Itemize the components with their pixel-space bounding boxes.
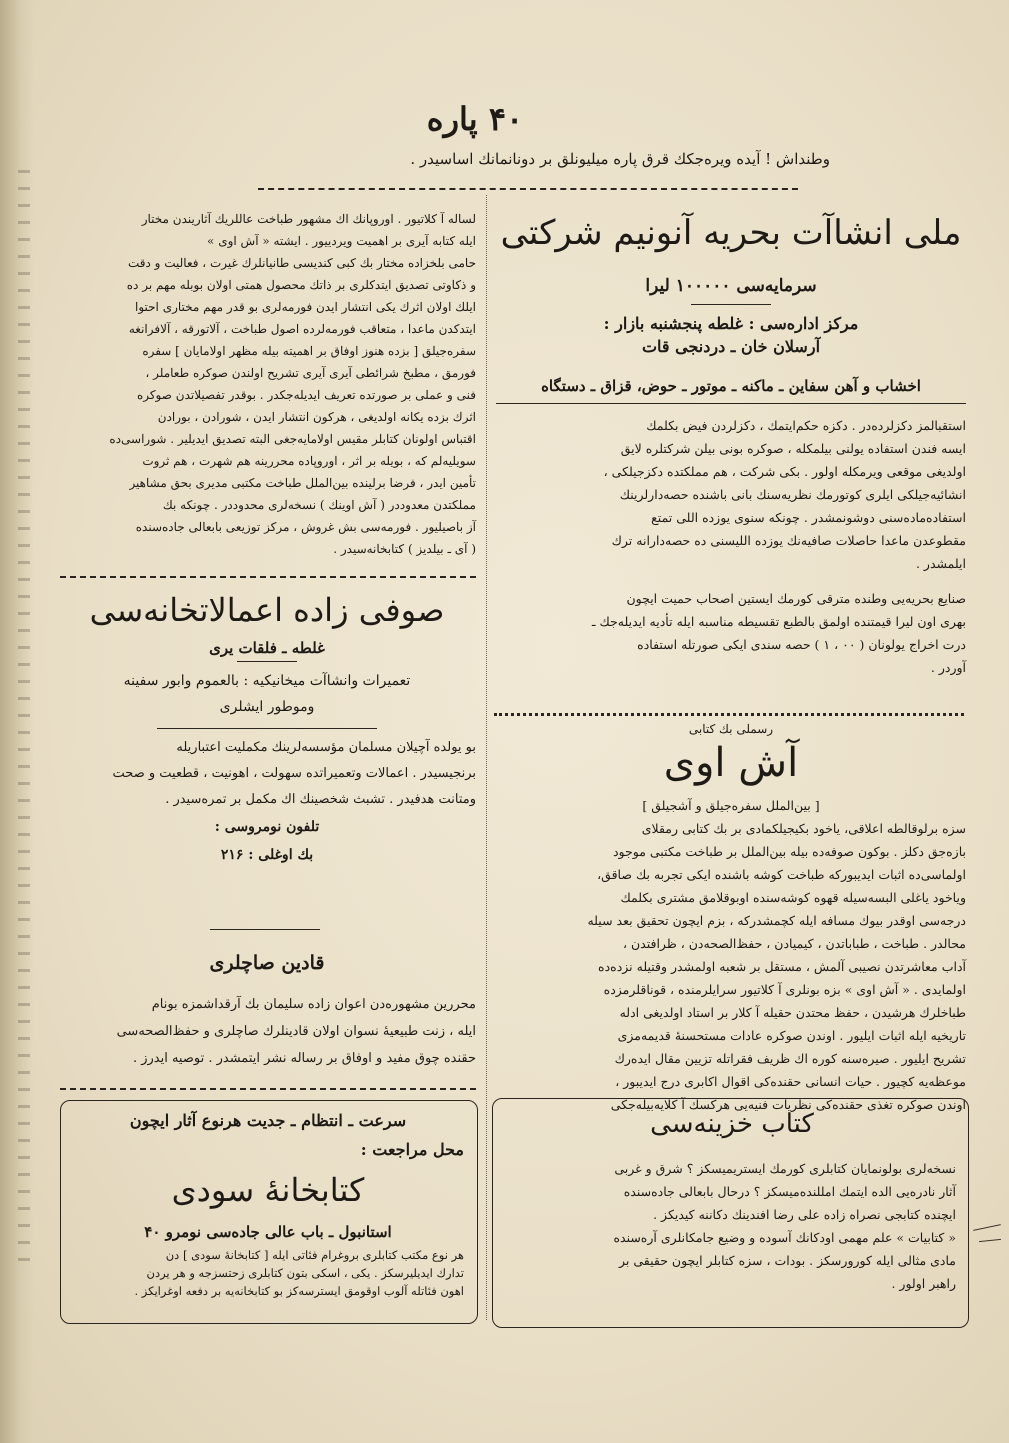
workshop-ad	[58, 590, 476, 869]
workshop-phone-value: بك اوغلی : ۲۱۶	[220, 847, 314, 863]
company-note-line: صنایع بحریه‌یی وطنده مترقی کورمك ایستین اصحاب حمیت ایچون	[626, 591, 966, 607]
header-subtitle: وطنداش ! آیده ویره‌جکك قرق پاره میلیونلق بر دونانمانك اساسیدر .	[410, 150, 830, 168]
company-address-2: آرسلان خان ـ دردنجی قات	[641, 336, 821, 356]
company-products: اخشاب و آهن سفاین ـ ماکنه ـ موتور ـ حوض، قزاق ـ دستگاه	[541, 377, 921, 396]
price-heading: ۴۰ پاره	[426, 100, 524, 138]
intro-line: ایلك اولان اثرك یکی انتشار ایدن فورمه‌لری بو قدر مهم مختاری احتوا	[134, 300, 476, 314]
library-body-line: « کتابیات » علم مهمی اودکانك آسوده و وضیع جامکانلری آرەسنده	[613, 1229, 956, 1245]
book-body-line: اولماسی‌ده اثبات ایدیبورکه طباخت کوشه باشنده ایکی تجربه بك صاقق،	[597, 867, 966, 882]
workshop-body-line: ومتانت هدفیدر . تشبث شخصینك اك مکمل بر تمره‌سیدر .	[165, 792, 476, 807]
bookstore-address: استانبول ـ باب عالی جاده‌سی نومرو ۴۰	[144, 1223, 392, 1241]
company-note-line: بهری اون لیرا قیمتنده اولمق بالطبع تقسیطه مناسبه ایله تأدیه ایدیله‌جك ـ	[591, 614, 966, 630]
book-ad	[496, 722, 966, 1116]
company-body	[496, 414, 966, 575]
ladies-body-line: حقنده چوق مفید و اوفاق بر رساله نشر ایتمشدر . توصیه ایدرز .	[132, 1050, 476, 1066]
column-separator	[486, 195, 487, 1320]
workshop-body-line: بو یولده آچیلان مسلمان مؤسسه‌لرینك مکملیت اعتباریله	[176, 740, 476, 755]
intro-line: ( آی ـ بیلدیز ) کتابخانه‌سیدر .	[333, 542, 476, 556]
company-bottom-rule	[494, 713, 964, 716]
workshop-top-rule	[60, 576, 476, 578]
company-body-line: استفاده‌ماده‌سنی دوشونمشدر . چونکه سنوی یوزده اللی تمتع	[651, 510, 966, 526]
intro-line: حامی بلخزاده مختار بك کبی کندیسی طانیانلرك غیرت ، فعالیت و دقت	[127, 256, 476, 270]
company-address-1: مرکز اداره‌سی : غلطه پنجشنبه بازار :	[603, 314, 859, 334]
company-body-line: انشائیه‌جیلکی ایلری کوتورمك نظریه‌سنك بانی باشنده حصه‌دارلرینك	[619, 487, 966, 503]
book-body-line: اولمایدی . « آش اوی » بزه بونلری آ کلاتیور سرایلرمنده ، قوناقلرمزده	[603, 982, 966, 997]
ladies-top-rule	[210, 929, 320, 930]
book-title: آش اوی	[663, 740, 799, 786]
intro-line: ایله کتابه آیری بر اهمیت ویردییور . ایشته « آش اوی »	[207, 234, 476, 248]
library-body-line: نسخه‌لری بولونمایان کتابلری کورمك ایستریمیسکز ؟ شرق و غربی	[614, 1160, 956, 1176]
ladies-body-line: محررین مشهوره‌دن اعوان زاده سلیمان بك آرقداشمزه بونام	[151, 996, 476, 1012]
book-kicker: رسملی بك کتابی	[688, 722, 774, 736]
intro-line: مملکتدن معدوددر ( آش اوینك ) نسخه‌لری محدوددر . چونکه بك	[162, 498, 476, 512]
company-title: ملی انشاآت بحریه آنونیم شرکتی	[500, 213, 962, 253]
intro-line: آز باصیلیور . فورمه‌سی بش غروش ، مرکز توزیعی بابعالی جاده‌سنده	[135, 520, 476, 534]
library-body-line: آثار نادره‌یی الده ایتمك امللنده‌میسکز ؟ درحال بابعالی جاده‌سنده	[623, 1183, 956, 1199]
book-body-line: بازه‌جق دکلز . بوکون صوفه‌ده بیله بین‌الملل بر طباخت مکتبی موجود	[612, 844, 966, 859]
company-body-line: استقبالمز دکزلرده‌در . دکزه حکم‌ایتمك ، دکزلردن فیض بکلمك	[646, 418, 966, 434]
intro-line: لساله آ کلاتیور . اوروپانك اك مشهور طباخت عاللریك آثاریندن مختار	[141, 212, 476, 226]
company-note	[496, 587, 966, 679]
book-body-line: تشریح ایلیور . صیره‌سنه کوره اك ظریف فقراتله تزیین مقال ایده‌رك	[614, 1051, 966, 1066]
margin-pencil-mark	[973, 1224, 1001, 1231]
company-capital-rule	[691, 304, 771, 305]
intro-line: فورمق ، مطبخ شرائطی آیری آیری تشریح اولندن صوکره طعاملر ،	[145, 366, 476, 380]
company-body-line: ایلمشدر .	[915, 556, 966, 572]
library-body-line: راهبر اولور .	[891, 1275, 956, 1291]
book-body-line: تاریخیه ایله اثبات ایلیور . اوندن صوکره عادات مستحسنهٔ قدیمه‌مزی	[617, 1028, 966, 1043]
workshop-title: صوفی زاده اعمالاتخانه‌سی	[89, 591, 445, 629]
bookstore-body-line: اهون فئاتله آلوب اوقومق ایسترسه‌کز بو کتابخانه‌یه بر دفعه اوغرایکز .	[134, 1284, 464, 1298]
book-continuation	[58, 208, 476, 560]
intro-line: تأمین ایدر ، فرضا برلینده بین‌الملل طباخت مکتبی مدیری بحق مشاهیر	[129, 476, 476, 490]
ladies-body-line: ایله ، زنت طبیعیهٔ نسوان اولان قادینلرك صاچلری و حفظ‌الصحه‌سی	[116, 1023, 476, 1039]
intro-line: سفره‌جیلق [ بزده هنوز اوفاق بر اهمیته بیله مظهر اولامایان ] سفره	[142, 344, 476, 358]
bookstore-top-rule	[60, 1088, 476, 1090]
book-body-line: درجه‌سی اوقدر بیوك مسافه ایله کچمشدرکه ، بزم ایچون تحقیق بعد سیله	[587, 913, 966, 928]
binding-shadow	[18, 170, 30, 1270]
intro-line: سویلیه‌لم که ، بویله بر اثر ، اوروپاده محررینه هم شهرت ، هم ثروت	[142, 454, 476, 468]
company-capital: سرمایه‌سی ۱۰۰۰۰۰ لیرا	[645, 275, 817, 296]
workshop-phone-label: تلفون نومروسی :	[214, 819, 320, 835]
margin-pencil-mark	[979, 1239, 1001, 1242]
intro-line: و ذکاوتی تصدیق ایتدکلری بر ذاتك محصول همتی اولان بوبله مهم بر ده	[126, 278, 476, 292]
book-subtitle: [ بین‌الملل سفره‌جیلق و آشجیلق ]	[642, 798, 820, 813]
workshop-line-1: تعمیرات وانشاآت میخانیکیه : بالعموم وابور سفینه	[123, 673, 411, 689]
bookstore-tagline: سرعت ـ انتظام ـ جدیت هرنوع آثار ایچون	[129, 1111, 407, 1130]
workshop-body-line: برنجیسیدر . اعمالات وتعمیراتده سهولت ، اهونیت ، قطعیت و صحت	[112, 766, 476, 781]
book-body-line: آداب معاشرتدن نصیبی آلمش ، مستقل بر شعبه اولمشدر وقتیله نزده‌ده	[598, 959, 966, 974]
header-rule	[258, 188, 798, 190]
workshop-location: غلطه ـ فلقات یری	[209, 639, 325, 657]
workshop-location-rule	[237, 661, 297, 662]
library-title: کتاب خزینه‌سی	[650, 1109, 814, 1139]
workshop-line-2: وموطور ایشلری	[219, 699, 315, 715]
book-body	[496, 817, 966, 1116]
book-body-line: سزه برلوقالطه اعلاقی، یاخود بکیجیلکمادی بر بك کتابی رمقلای	[641, 821, 966, 836]
bookstore-reference: محل مراجعت :	[360, 1140, 464, 1159]
intro-line: اثرك بزده یکانه اولدیغی ، هرکون انتشار ایدن ، شورادن ، بورادن	[157, 410, 476, 424]
workshop-mid-rule	[157, 728, 377, 729]
intro-line: اقتباس اولونان کتابلر مقیس اولامایه‌جغی البته تصدیق ایدیلیر . شوراسی‌ده	[109, 432, 476, 446]
company-note-line: آوردر .	[930, 660, 966, 676]
bookstore-ad	[72, 1106, 464, 1300]
library-ad	[508, 1108, 956, 1295]
intro-line: ایتدکدن ماعدا ، متعاقب فورمه‌لرده اصول طباخت ، آلاتورقه ، آلافرانغه	[128, 322, 476, 336]
bookstore-name: کتابخانهٔ سودی	[171, 1171, 365, 1209]
book-body-line: اوندن صوکره تغذی حقنده‌کی نظریات فنیه‌یی هرکسك آ کلایه‌بیله‌جکی	[610, 1097, 966, 1112]
company-products-rule	[496, 403, 966, 404]
library-body	[508, 1157, 956, 1295]
book-body-line: محالدر . طباخت ، طباباتدن ، کیمیادن ، حفظ‌الصحه‌دن ، ظرافتدن ،	[622, 936, 966, 951]
company-ad	[496, 200, 966, 679]
company-body-line: ایسه فندن استفاده یولنی بیلمکله ، صوکره بونی بیلن شرکتلره لایق	[620, 441, 966, 457]
company-note-line: درت اخراج یولونان ( ۰۰ ، ۱ ) حصه سندی ایکی صورتله استفاده	[637, 637, 966, 653]
library-body-line: مادی مثالی ایله کورورسکز . بودات ، سزه کتابلر ایچون حقیقی بر	[619, 1252, 956, 1268]
intro-line: فنی و عملی بر صورتده تعریف ایدیله‌جکدر . بوقدر تفصیلاتدن صوکره	[136, 388, 476, 402]
bookstore-body-line: تدارك ایدیلیرسکز . یکی ، اسکی بتون کتابلری زحتسزجه و هر یردن	[146, 1266, 464, 1280]
book-body-line: طباخلرك هرشیدن ، حفظ محتدن حقیله آ کلار بر استاد اولدیغی ادله	[619, 1005, 966, 1020]
company-body-line: اولدیغی موقعی ویرمکله اولور . بکی شرکت ، هم مملکتده دکزجیلکی ،	[603, 464, 966, 480]
bookstore-body-line: هر نوع مکتب کتابلری بروغرام فئاتی ایله [ کتابخانهٔ سودی ] دن	[165, 1248, 464, 1262]
book-body-line: موعظه‌یه کچیور . حیات انسانی حقنده‌کی اقوال اکابری درج ایدیبور ،	[615, 1074, 966, 1089]
book-body-line: ویاخود یاغلی البسه‌سیله قهوه کوشه‌سنده اوبوقلامق مشتری بکلمك	[620, 890, 966, 905]
ladies-ad	[58, 950, 476, 1072]
ladies-title: قادین صاچلری	[209, 952, 325, 974]
library-body-line: ایچنده کتابجی نصراه زاده علی رضا افندینك دکاننه کیدیکز .	[653, 1206, 956, 1222]
company-body-line: مقطوعدن ماعدا حاصلات صافیه‌نك یوزده اللیسنی ده حصه‌دارانه ترك	[611, 533, 966, 549]
